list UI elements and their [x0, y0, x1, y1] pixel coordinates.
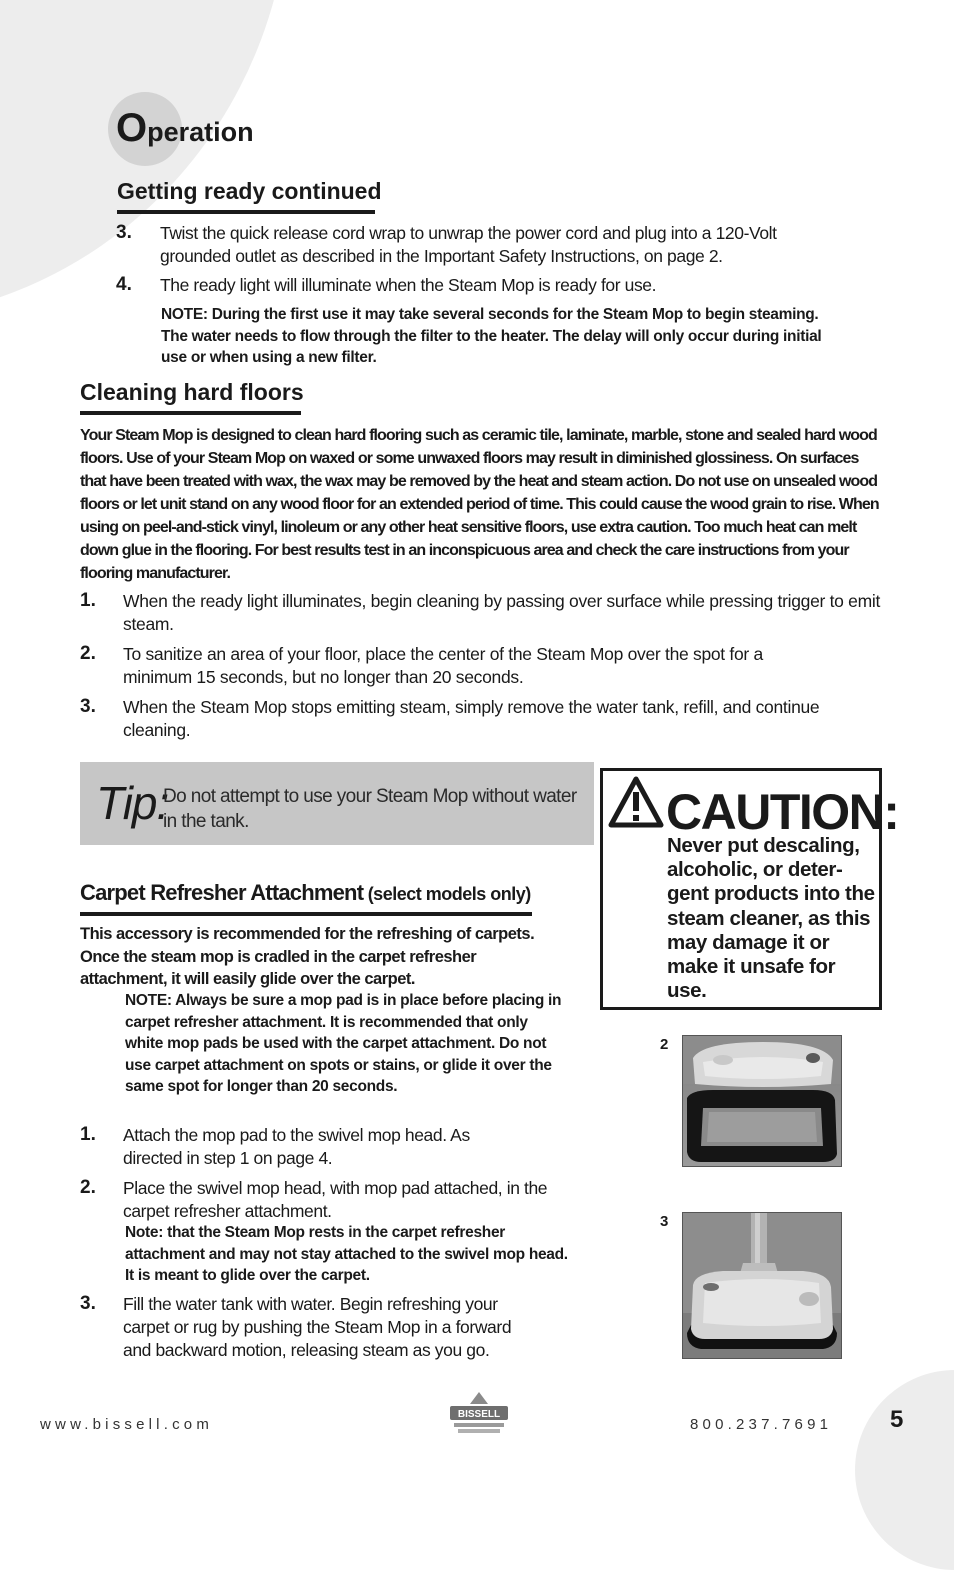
- carpet-step-1: [80, 1124, 570, 1170]
- photo-label-3: 3: [660, 1213, 669, 1230]
- caution-text: Never put descaling, alcoholic, or deter-gent products into the steam cleaner, as this may damage it or make it unsafe for use.: [667, 834, 875, 1003]
- cleaning-step-3: [80, 696, 880, 742]
- step-number: 1.: [80, 1124, 96, 1145]
- step-number: 3.: [116, 222, 132, 243]
- footer-phone: 800.237.7691: [690, 1416, 833, 1433]
- footer-website: www.bissell.com: [40, 1416, 214, 1433]
- step-number: 3.: [80, 1293, 96, 1314]
- step-text: Place the swivel mop head, with mop pad attached, in the carpet refresher attachment.: [123, 1178, 548, 1221]
- carpet-heading-subtitle: (select models only): [367, 884, 531, 904]
- bissell-logo-icon: [448, 1390, 510, 1436]
- step-text: Twist the quick release cord wrap to unwrap the power cord and plug into a 120-Volt grounded outlet as described in the Important Safety Instructions, on page 2.: [160, 223, 777, 266]
- carpet-step-3: [80, 1293, 570, 1362]
- getting-ready-step-4: [116, 274, 836, 297]
- carpet-intro: This accessory is recommended for the refreshing of carpets. Once the steam mop is cradled in the carpet refresher attachment, it will easily glide over the carpet.: [80, 925, 535, 988]
- cleaning-step-2: [80, 643, 880, 689]
- carpet-attachment-image: [683, 1036, 841, 1166]
- carpet-heading-title: Carpet Refresher Attachment: [80, 880, 364, 905]
- step-text: Attach the mop pad to the swivel mop head. As directed in step 1 on page 4.: [123, 1125, 470, 1168]
- carpet-step-2: [80, 1177, 570, 1223]
- cleaning-heading: Cleaning hard floors: [80, 379, 301, 415]
- step-number: 1.: [80, 590, 96, 611]
- carpet-note: NOTE: Always be sure a mop pad is in place before placing in carpet refresher attachment. It is recommended that only white mop pads be used with the carpet attachment. Do not use carpet attachment on spots or stains, or glide it over the same spot for longer than 20 seconds.: [125, 992, 562, 1095]
- carpet-attachment-photo: [682, 1035, 842, 1167]
- carpet-step-2-note: Note: that the Steam Mop rests in the carpet refresher attachment and may not stay attached to the swivel mop head. It is meant to glide over the carpet.: [125, 1224, 568, 1284]
- step-text: To sanitize an area of your floor, place the center of the Steam Mop over the spot for a minimum 15 seconds, but no longer than 20 seconds.: [123, 644, 763, 687]
- section-title-initial: O: [116, 106, 148, 150]
- page-number: 5: [890, 1406, 904, 1433]
- warning-triangle-icon: [608, 776, 664, 828]
- getting-ready-heading: Getting ready continued: [117, 178, 375, 214]
- step-text: The ready light will illuminate when the Steam Mop is ready for use.: [160, 275, 657, 295]
- step-text: Fill the water tank with water. Begin refreshing your carpet or rug by pushing the Steam Mop in a forward and backward motion, releasing steam as you go.: [123, 1294, 512, 1360]
- tip-text: Do not attempt to use your Steam Mop without water in the tank.: [163, 786, 577, 832]
- step-text: When the Steam Mop stops emitting steam, simply remove the water tank, refill, and continue cleaning.: [123, 697, 820, 740]
- cleaning-intro: Your Steam Mop is designed to clean hard flooring such as ceramic tile, laminate, marble, stone and sealed hard wood floors. Use of your Steam Mop on waxed or some unwaxed floors may result in diminished glossiness. On surfaces that have been treated with wax, the wax may be removed by the heat and steam action. Do not use on unsealed wood floors or let unit stand on any wood floor for an extended period of time. This could cause the wood grain to rise. When using on peel-and-stick vinyl, linoleum or any other heat sensitive floors, use extra caution. Too much heat can melt down glue in the flooring. For best results test in an inconspicuous area and check the care instructions from your flooring manufacturer.: [80, 427, 879, 582]
- steam-mop-in-attachment-photo: [682, 1212, 842, 1359]
- section-title: [116, 106, 254, 151]
- step-number: 2.: [80, 643, 96, 664]
- carpet-heading: [80, 880, 532, 916]
- step-number: 2.: [80, 1177, 96, 1198]
- getting-ready-note: NOTE: During the first use it may take several seconds for the Steam Mop to begin steaming. The water needs to flow through the filter to the heater. The delay will only occur during initial use or when using a new filter.: [161, 306, 822, 366]
- photo-label-2: 2: [660, 1036, 669, 1053]
- logo-wordmark: BISSELL: [457, 1409, 501, 1420]
- step-number: 4.: [116, 274, 132, 295]
- step-text: When the ready light illuminates, begin cleaning by passing over surface while pressing trigger to emit steam.: [123, 591, 881, 634]
- section-title-rest: peration: [147, 117, 254, 147]
- cleaning-step-1: [80, 590, 880, 636]
- tip-label: Tip:: [96, 777, 169, 829]
- getting-ready-step-3: [116, 222, 836, 268]
- steam-mop-in-attachment-image: [683, 1213, 841, 1358]
- step-number: 3.: [80, 696, 96, 717]
- caution-title: CAUTION:: [666, 784, 899, 840]
- background-circle-bottom: [855, 1370, 954, 1570]
